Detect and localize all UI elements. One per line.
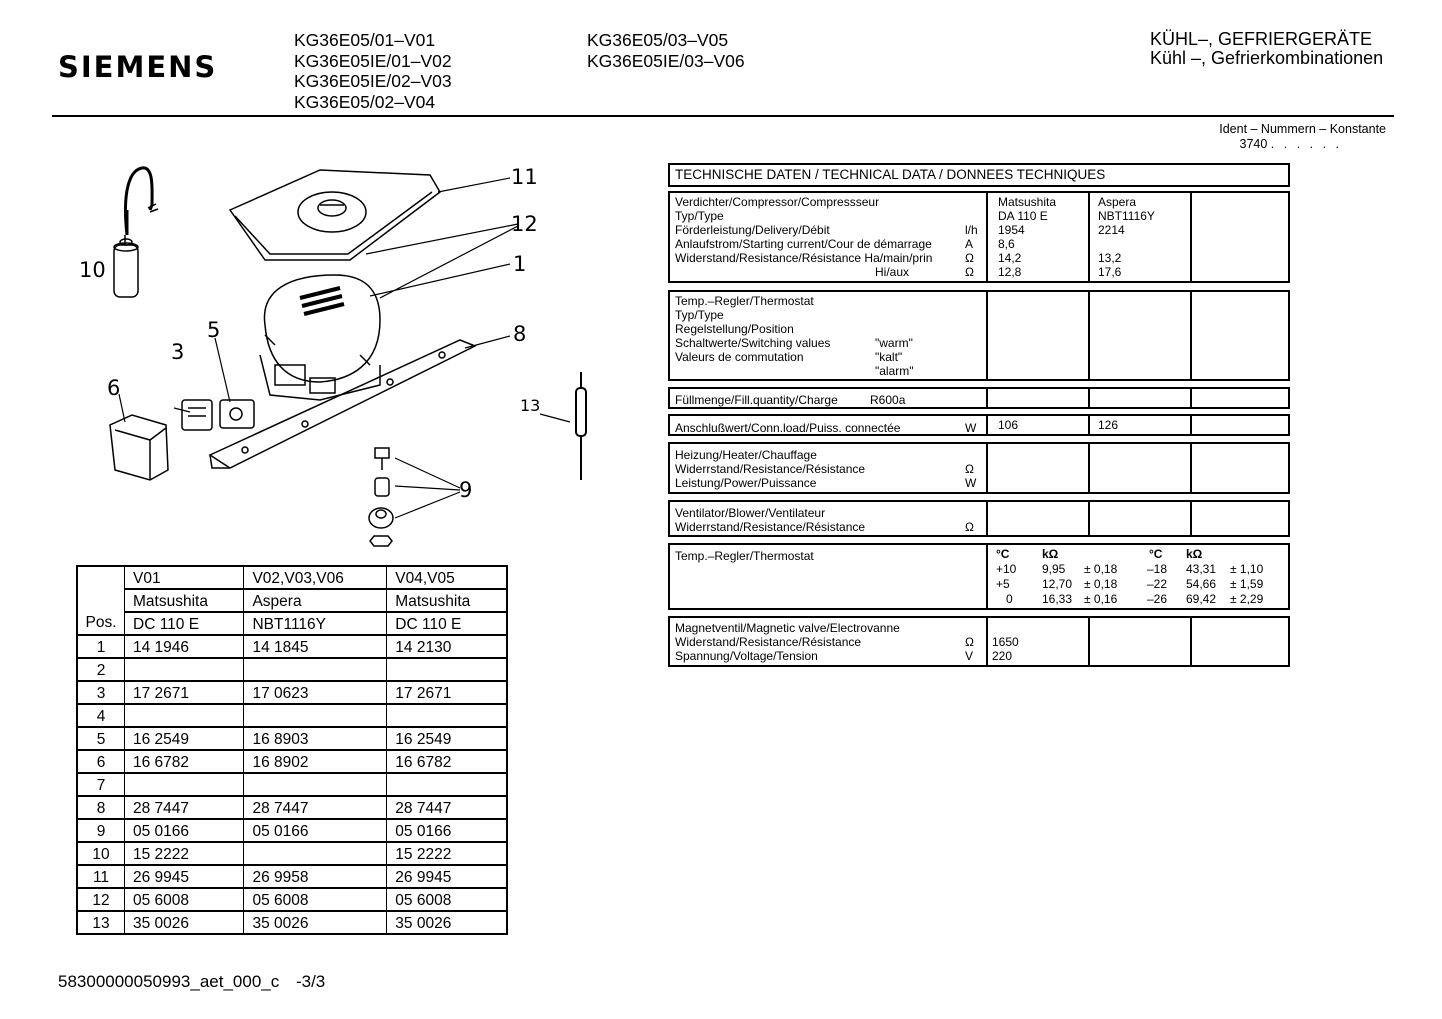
tolerance: ± 0,18 — [1084, 562, 1118, 576]
part-number: 17 0623 — [244, 681, 387, 704]
tolerance: ± 2,29 — [1230, 592, 1264, 606]
position-number: 12 — [77, 888, 125, 911]
callout-10: 10 — [79, 258, 106, 282]
tech-label: Hi/aux — [875, 265, 910, 279]
table-row — [77, 750, 507, 773]
tech-label: Füllmenge/Fill.quantity/Charge — [675, 393, 838, 407]
part-number: 14 1946 — [125, 635, 244, 658]
unit: l/h — [965, 223, 978, 237]
table-row — [77, 819, 507, 842]
value: 12,8 — [998, 265, 1022, 279]
tech-title: TECHNISCHE DATEN / TECHNICAL DATA / DONNEES TECHNIQUES — [668, 163, 1290, 187]
filter-drier-drawing — [576, 372, 586, 480]
kohm-value: 69,42 — [1186, 592, 1217, 606]
temp-value: 0 — [1006, 592, 1013, 606]
position-number: 4 — [77, 704, 125, 727]
part-number — [244, 842, 387, 865]
part-number: 14 1845 — [244, 635, 387, 658]
part-number: 16 8903 — [244, 727, 387, 750]
heater-section — [668, 442, 1290, 494]
part-number: 14 2130 — [387, 635, 507, 658]
tech-label: Förderleistung/Delivery/Débit — [675, 223, 830, 237]
part-number: 05 0166 — [244, 819, 387, 842]
kohm-header: kΩ — [1186, 547, 1203, 561]
callout-8: 8 — [513, 322, 527, 346]
compressor-drawing — [260, 275, 380, 400]
tech-label: Spannung/Voltage/Tension — [675, 649, 818, 663]
starter-relay-drawing — [182, 400, 212, 430]
part-number — [125, 658, 244, 681]
resistance-grid — [988, 545, 1288, 608]
unit: W — [965, 421, 977, 435]
kohm-value: 12,70 — [1042, 577, 1073, 591]
value — [992, 621, 1088, 635]
position-number: 9 — [77, 819, 125, 842]
part-number: 28 7447 — [387, 796, 507, 819]
category-subtitle: Kühl –, Gefrierkombinationen — [1150, 48, 1384, 68]
model-number: KG36E05/02–V04 — [294, 91, 436, 112]
temp-value: –22 — [1147, 577, 1168, 591]
maker-header: Matsushita — [387, 589, 507, 612]
part-number — [244, 658, 387, 681]
callout-9: 9 — [459, 478, 473, 502]
table-row — [77, 635, 507, 658]
unit: A — [965, 237, 974, 251]
position-number: 3 — [77, 681, 125, 704]
temp-value: +5 — [996, 577, 1010, 591]
tech-label: Magnetventil/Magnetic valve/Electrovanne — [675, 621, 900, 635]
variant-header: V01 — [125, 566, 244, 589]
model-number: KG36E05IE/03–V06 — [587, 50, 745, 71]
compressor-assembly-drawing — [70, 150, 600, 555]
callout-12: 12 — [511, 212, 538, 236]
position-number: 7 — [77, 773, 125, 796]
thermostat-section — [668, 290, 1290, 381]
temp-value: +10 — [996, 562, 1017, 576]
temp-header: °C — [996, 547, 1010, 561]
tolerance: ± 0,18 — [1084, 577, 1118, 591]
callout-3: 3 — [171, 340, 185, 364]
unit: Ω — [965, 265, 974, 279]
kohm-value: 9,95 — [1042, 562, 1066, 576]
part-number: 35 0026 — [244, 911, 387, 934]
part-number: 16 2549 — [387, 727, 507, 750]
part-number: 16 8902 — [244, 750, 387, 773]
tech-label: Heizung/Heater/Chauffage — [675, 448, 817, 462]
table-row — [77, 658, 507, 681]
value: 106 — [998, 418, 1019, 432]
maker-header: Aspera — [244, 589, 387, 612]
callout-11: 11 — [511, 165, 538, 189]
model-number: KG36E05IE/01–V02 — [294, 50, 452, 71]
value: 1650 — [992, 635, 1019, 649]
model-list-secondary — [587, 30, 745, 71]
pos-header: Pos. — [77, 566, 125, 635]
value: DA 110 E — [998, 209, 1048, 223]
unit: V — [965, 649, 974, 663]
position-number: 11 — [77, 865, 125, 888]
ident-constant — [1219, 122, 1386, 152]
model-list-primary — [294, 30, 452, 112]
part-number: 05 6008 — [387, 888, 507, 911]
position-number: 2 — [77, 658, 125, 681]
switch-value: "alarm" — [875, 364, 914, 378]
part-number — [387, 704, 507, 727]
table-row — [77, 796, 507, 819]
part-number: 17 2671 — [125, 681, 244, 704]
table-row — [77, 773, 507, 796]
value: NBT1116Y — [1098, 209, 1155, 223]
part-number: 16 6782 — [387, 750, 507, 773]
table-row — [77, 911, 507, 934]
maker-header: Matsushita — [125, 589, 244, 612]
variant-header: V02,V03,V06 — [244, 566, 387, 589]
position-number: 13 — [77, 911, 125, 934]
tolerance: ± 1,59 — [1230, 577, 1264, 591]
tech-label: Leistung/Power/Puissance — [675, 476, 817, 490]
grommet-set-drawing — [369, 448, 393, 546]
model-header: NBT1116Y — [244, 612, 387, 635]
kohm-header: kΩ — [1042, 547, 1059, 561]
part-number: 28 7447 — [244, 796, 387, 819]
part-number: 35 0026 — [125, 911, 244, 934]
exploded-parts-diagram — [70, 150, 600, 555]
value: 126 — [1098, 418, 1119, 432]
unit: Ω — [965, 462, 974, 476]
category-title: KÜHL–, GEFRIERGERÄTE — [1150, 29, 1373, 49]
tech-label: Anschlußwert/Conn.load/Puiss. connectée — [675, 421, 901, 435]
part-number: 05 6008 — [244, 888, 387, 911]
kohm-value: 16,33 — [1042, 592, 1073, 606]
document-id: 58300000050993_aet_000_c — [58, 972, 280, 991]
ident-dots: . . . . . . — [1270, 137, 1342, 151]
model-header: DC 110 E — [125, 612, 244, 635]
tech-label: Temp.–Regler/Thermostat — [675, 549, 814, 563]
tech-label: Schaltwerte/Switching values — [675, 336, 831, 350]
capacitor-drawing — [114, 168, 158, 297]
part-number — [125, 773, 244, 796]
part-number: 15 2222 — [125, 842, 244, 865]
value: 13,2 — [1098, 251, 1122, 265]
callout-6: 6 — [107, 376, 121, 400]
table-row — [77, 727, 507, 750]
tech-label: Verdichter/Compressor/Compressseur — [675, 195, 880, 209]
fill-quantity-section — [668, 387, 1290, 409]
unit: W — [965, 476, 977, 490]
temp-value: –26 — [1147, 592, 1168, 606]
temp-value: –18 — [1147, 562, 1168, 576]
part-number: 05 0166 — [125, 819, 244, 842]
value: 220 — [992, 649, 1013, 663]
tolerance: ± 0,16 — [1084, 592, 1118, 606]
tech-label: Ventilator/Blower/Ventilateur — [675, 506, 826, 520]
header-divider — [52, 115, 1394, 117]
table-row — [77, 888, 507, 911]
part-number — [387, 773, 507, 796]
tech-label: Regelstellung/Position — [675, 322, 794, 336]
tech-label: Widerstand/Resistance/Résistance — [675, 635, 862, 649]
tech-label: Typ/Type — [675, 308, 724, 322]
temp-header: °C — [1149, 547, 1163, 561]
part-number: 26 9958 — [244, 865, 387, 888]
position-number: 8 — [77, 796, 125, 819]
refrigerant-value: R600a — [870, 393, 906, 407]
part-number — [387, 658, 507, 681]
ident-label: Ident – Nummern – Konstante — [1219, 122, 1386, 136]
part-number: 35 0026 — [387, 911, 507, 934]
part-number: 28 7447 — [125, 796, 244, 819]
callout-1: 1 — [513, 252, 527, 276]
brand-logo: SIEMENS — [58, 50, 218, 84]
unit: Ω — [965, 251, 974, 265]
switch-value: "warm" — [875, 336, 913, 350]
position-number: 10 — [77, 842, 125, 865]
table-row — [77, 842, 507, 865]
part-number — [244, 704, 387, 727]
tech-label: Anlaufstrom/Starting current/Cour de démarrage — [675, 237, 932, 251]
tech-label: Widerrstand/Resistance/Résistance — [675, 520, 866, 534]
unit: Ω — [965, 635, 974, 649]
mounting-rail-drawing — [210, 340, 475, 468]
part-number: 16 2549 — [125, 727, 244, 750]
table-row — [77, 681, 507, 704]
table-row — [77, 865, 507, 888]
kohm-value: 54,66 — [1186, 577, 1217, 591]
value: Matsushita — [998, 195, 1057, 209]
unit: Ω — [965, 520, 974, 534]
part-number: 05 6008 — [125, 888, 244, 911]
callout-13: 13 — [520, 396, 541, 415]
position-number: 6 — [77, 750, 125, 773]
value — [1098, 237, 1190, 251]
table-row — [77, 704, 507, 727]
tech-label: Temp.–Regler/Thermostat — [675, 294, 814, 308]
model-number: KG36E05/01–V01 — [294, 30, 436, 50]
model-header: DC 110 E — [387, 612, 507, 635]
switch-value: "kalt" — [875, 350, 903, 364]
tech-label: Widerstand/Resistance/Résistance Ha/main/prin — [675, 251, 933, 265]
part-number: 26 9945 — [387, 865, 507, 888]
kohm-value: 43,31 — [1186, 562, 1217, 576]
value: 8,6 — [998, 237, 1015, 251]
connected-load-section — [668, 414, 1290, 436]
part-number: 26 9945 — [125, 865, 244, 888]
part-number: 16 6782 — [125, 750, 244, 773]
drip-tray-drawing — [230, 170, 440, 260]
product-category — [1150, 30, 1383, 68]
value: 14,2 — [998, 251, 1022, 265]
value: 2214 — [1098, 223, 1125, 237]
position-number: 5 — [77, 727, 125, 750]
model-number: KG36E05IE/02–V03 — [294, 71, 452, 91]
callout-5: 5 — [207, 318, 221, 342]
magnetic-valve-section — [668, 616, 1290, 667]
value: 17,6 — [1098, 265, 1122, 279]
overload-protector-drawing — [220, 400, 254, 428]
part-number: 05 0166 — [387, 819, 507, 842]
model-number: KG36E05/03–V05 — [587, 30, 729, 50]
part-number — [125, 704, 244, 727]
compressor-section — [668, 191, 1290, 283]
position-number: 1 — [77, 635, 125, 658]
tolerance: ± 1,10 — [1230, 562, 1264, 576]
page-number: -3/3 — [295, 972, 326, 991]
value: Aspera — [1098, 195, 1137, 209]
variant-header: V04,V05 — [387, 566, 507, 589]
document-footer — [58, 972, 325, 992]
leader-lines — [119, 178, 570, 518]
parts-table — [76, 565, 508, 935]
ident-value: 3740 — [1239, 137, 1268, 151]
thermostat-resistance-section — [668, 543, 1290, 610]
tech-label: Widerrstand/Resistance/Résistance — [675, 462, 866, 476]
tech-label: Valeurs de commutation — [675, 350, 804, 364]
value: 1954 — [998, 223, 1025, 237]
relay-cover-drawing — [110, 415, 168, 480]
part-number: 15 2222 — [387, 842, 507, 865]
part-number: 17 2671 — [387, 681, 507, 704]
blower-section — [668, 500, 1290, 537]
tech-label: Typ/Type — [675, 209, 724, 223]
part-number — [244, 773, 387, 796]
